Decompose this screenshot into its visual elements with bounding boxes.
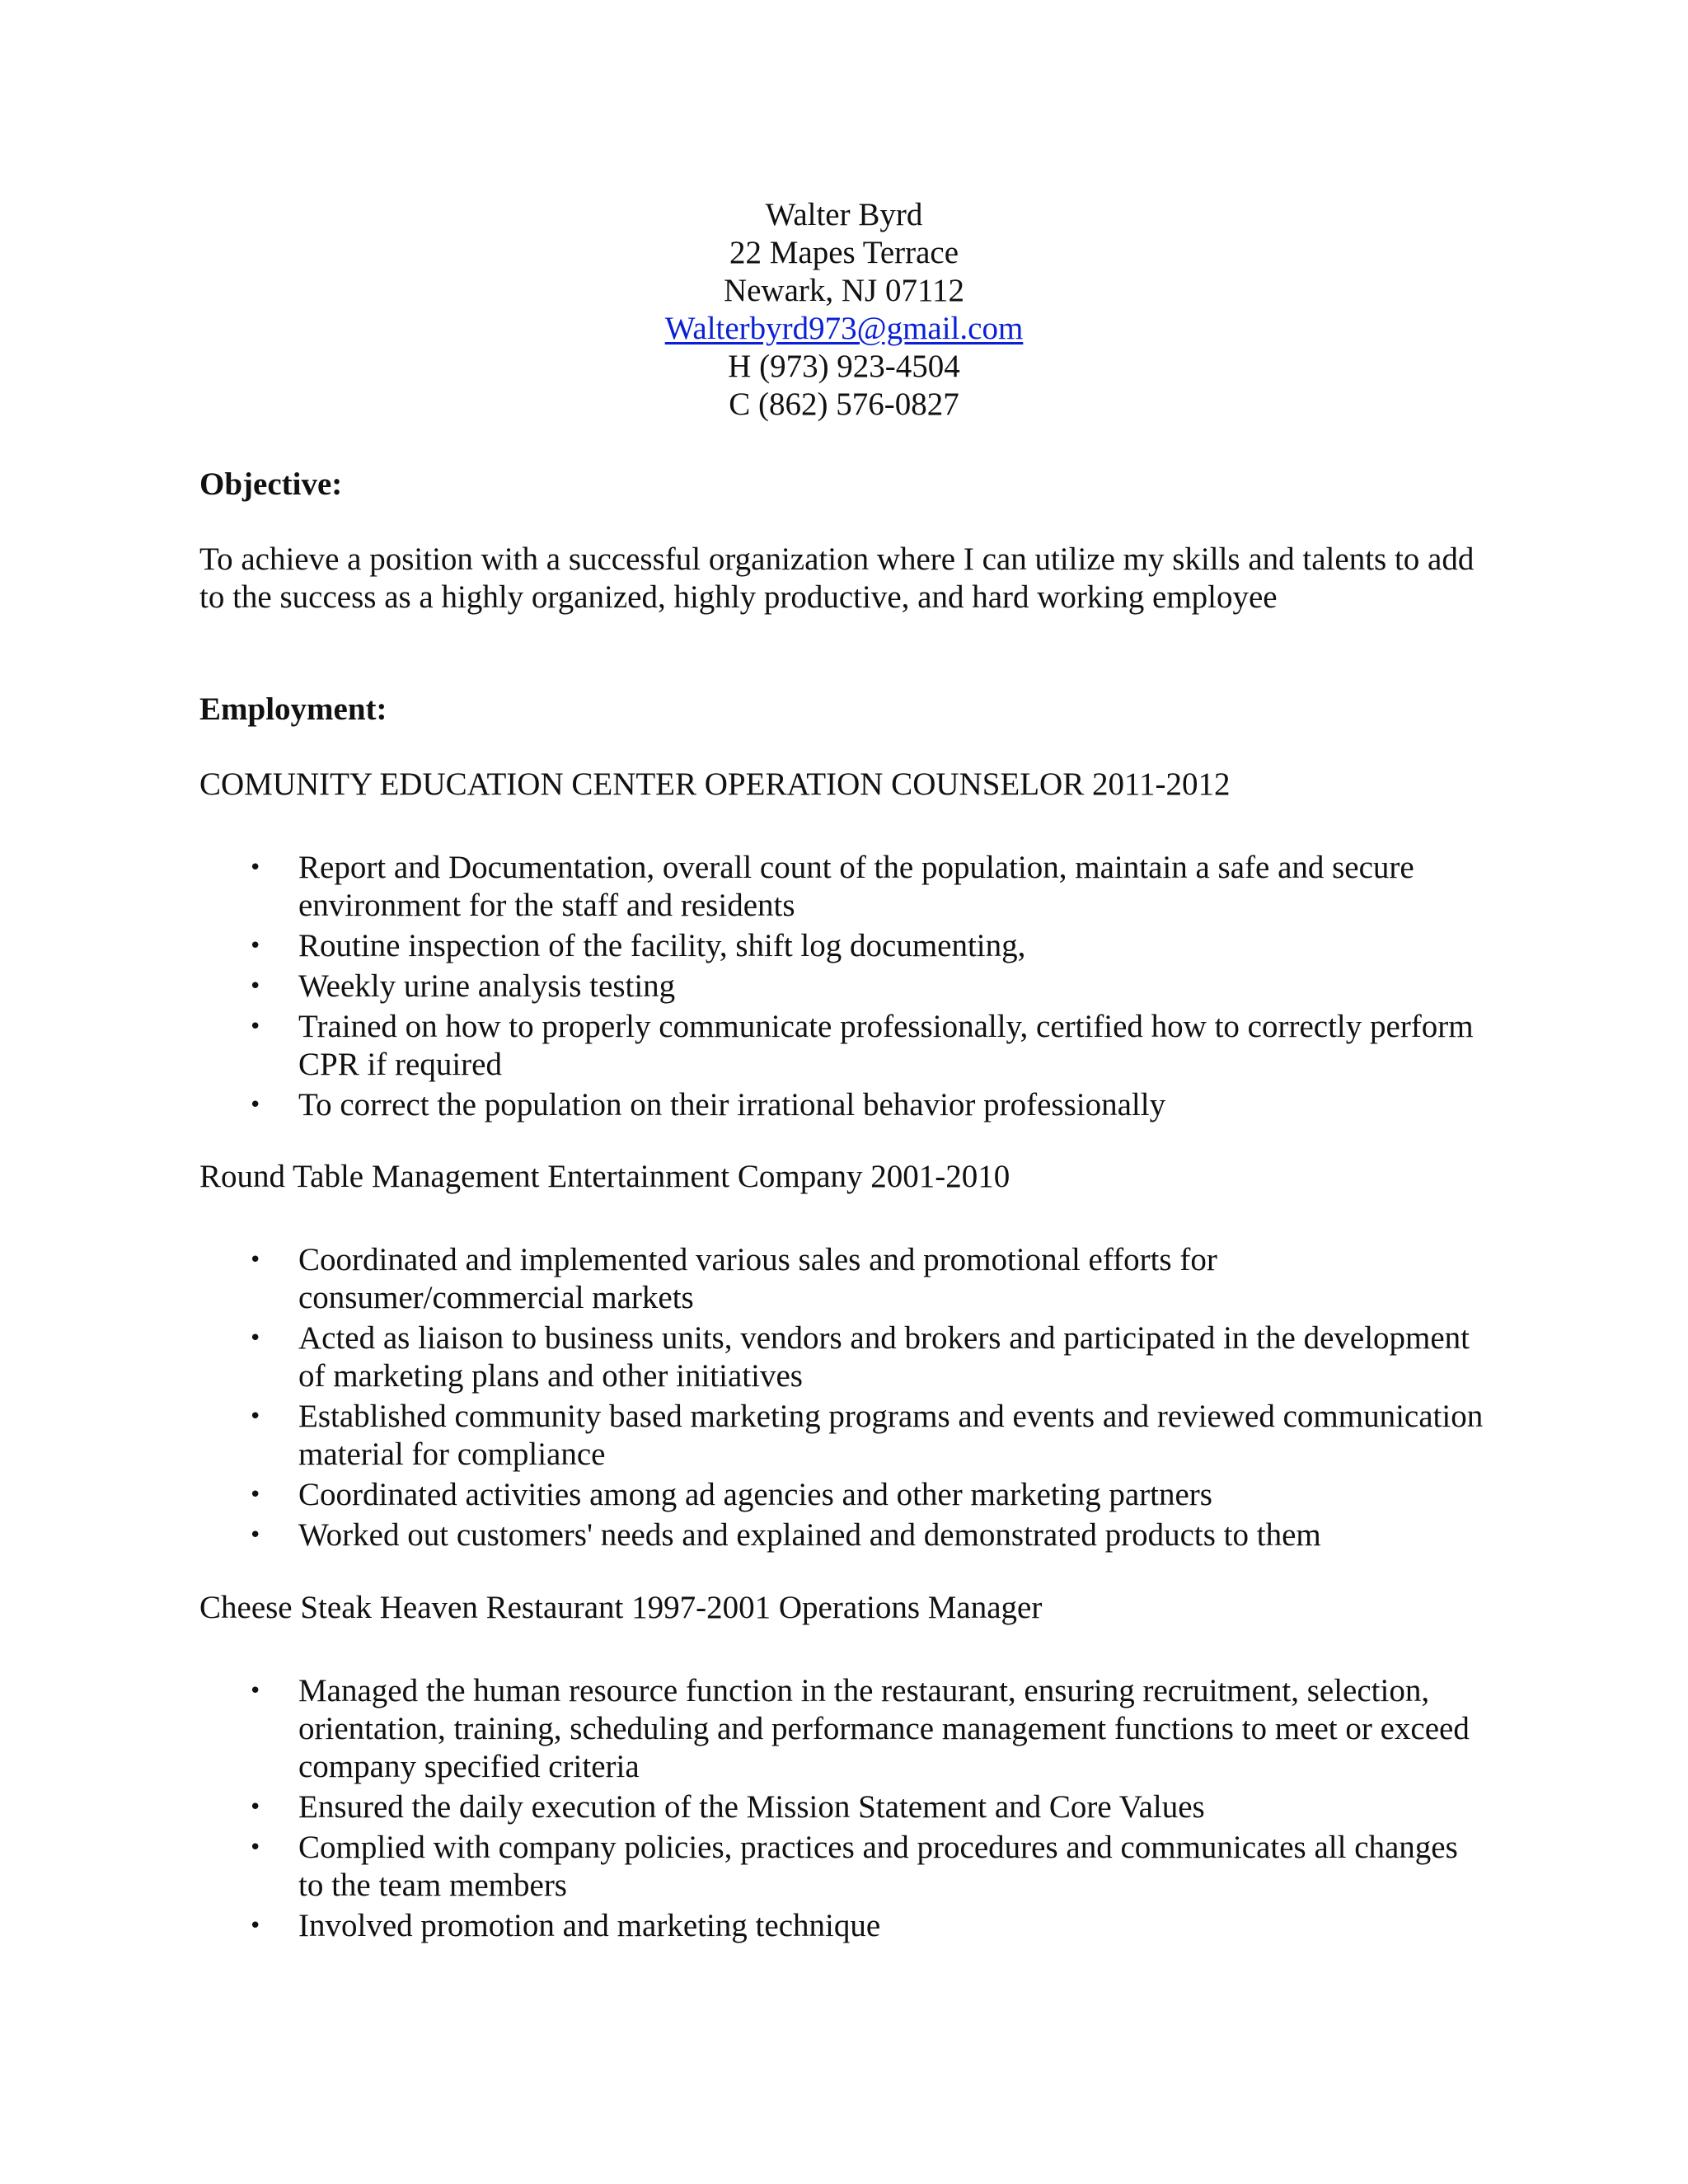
bullet-text: Coordinated and implemented various sales and promotional efforts for consumer/commercial markets bbox=[298, 1242, 1217, 1315]
bullet-text: Ensured the daily execution of the Mission Statement and Core Values bbox=[298, 1789, 1205, 1825]
job-bullets bbox=[199, 1241, 1485, 1557]
bullet-text: Involved promotion and marketing technique bbox=[298, 1908, 881, 1943]
bullet-text: Complied with company policies, practices and procedures and communicates all changes to the team members bbox=[298, 1830, 1458, 1903]
bullet-text: Coordinated activities among ad agencies and other marketing partners bbox=[298, 1477, 1212, 1512]
bullet-list bbox=[199, 849, 1485, 1124]
list-item bbox=[199, 1241, 1485, 1317]
bullet-text: To correct the population on their irrational behavior professionally bbox=[298, 1087, 1166, 1122]
address-line-1: 22 Mapes Terrace bbox=[729, 235, 959, 270]
list-item bbox=[199, 1516, 1485, 1554]
objective-heading: Objective: bbox=[199, 466, 343, 502]
job-bullets bbox=[199, 849, 1485, 1127]
list-item bbox=[199, 1398, 1485, 1474]
job-title: COMUNITY EDUCATION CENTER OPERATION COUNSELOR 2011-2012 bbox=[199, 766, 1231, 802]
list-item bbox=[199, 1008, 1485, 1084]
bullet-icon: • bbox=[249, 1483, 262, 1507]
job-entry bbox=[199, 766, 1485, 804]
cell-phone: C (862) 576-0827 bbox=[729, 387, 959, 422]
job-bullets bbox=[199, 1672, 1485, 1947]
bullet-icon: • bbox=[249, 1679, 262, 1704]
bullet-icon: • bbox=[249, 1404, 262, 1429]
job-entry bbox=[199, 1589, 1485, 1627]
list-item bbox=[199, 1672, 1485, 1786]
list-item bbox=[199, 1907, 1485, 1945]
bullet-text: Routine inspection of the facility, shift log documenting, bbox=[298, 928, 1026, 963]
bullet-icon: • bbox=[249, 1795, 262, 1820]
bullet-text: Acted as liaison to business units, vendors and brokers and participated in the development of marketing plans and other initiatives bbox=[298, 1320, 1470, 1394]
applicant-name: Walter Byrd bbox=[765, 197, 923, 232]
bullet-icon: • bbox=[249, 1093, 262, 1118]
bullet-text: Managed the human resource function in the restaurant, ensuring recruitment, selection, orientation, training, scheduling and performance management functions to meet or exceed company specified criteria bbox=[298, 1673, 1470, 1784]
bullet-text: Worked out customers' needs and explained and demonstrated products to them bbox=[298, 1517, 1321, 1553]
job-title: Cheese Steak Heaven Restaurant 1997-2001 Operations Manager bbox=[199, 1590, 1043, 1625]
list-item bbox=[199, 849, 1485, 925]
bullet-icon: • bbox=[249, 1914, 262, 1938]
bullet-icon: • bbox=[249, 1835, 262, 1860]
objective-section bbox=[199, 466, 1485, 504]
objective-body bbox=[199, 541, 1485, 616]
list-item bbox=[199, 1788, 1485, 1826]
objective-text: To achieve a position with a successful organization where I can utilize my skills and talents to add to the success as a highly organized, highly productive, and hard working employee bbox=[199, 541, 1475, 615]
bullet-text: Trained on how to properly communicate professionally, certified how to correctly perform CPR if required bbox=[298, 1009, 1474, 1082]
employment-section bbox=[199, 691, 1485, 729]
bullet-text: Report and Documentation, overall count of the population, maintain a safe and secure environment for the staff and residents bbox=[298, 850, 1414, 923]
employment-heading: Employment: bbox=[199, 691, 387, 727]
email-link[interactable]: Walterbyrd973@gmail.com bbox=[664, 311, 1024, 346]
home-phone: H (973) 923-4504 bbox=[728, 349, 960, 384]
bullet-icon: • bbox=[249, 1248, 262, 1272]
bullet-icon: • bbox=[249, 1523, 262, 1548]
bullet-text: Established community based marketing programs and events and reviewed communication material for compliance bbox=[298, 1399, 1484, 1472]
bullet-icon: • bbox=[249, 934, 262, 958]
bullet-icon: • bbox=[249, 1326, 262, 1351]
bullet-icon: • bbox=[249, 1015, 262, 1039]
list-item bbox=[199, 1086, 1485, 1124]
bullet-icon: • bbox=[249, 974, 262, 999]
bullet-icon: • bbox=[249, 855, 262, 880]
list-item bbox=[199, 1319, 1485, 1395]
address-line-2: Newark, NJ 07112 bbox=[723, 273, 965, 308]
bullet-list bbox=[199, 1241, 1485, 1554]
list-item bbox=[199, 968, 1485, 1005]
job-title: Round Table Management Entertainment Company 2001-2010 bbox=[199, 1159, 1010, 1194]
bullet-text: Weekly urine analysis testing bbox=[298, 968, 676, 1004]
list-item bbox=[199, 1829, 1485, 1905]
list-item bbox=[199, 927, 1485, 965]
job-entry bbox=[199, 1158, 1485, 1196]
bullet-list bbox=[199, 1672, 1485, 1945]
contact-header bbox=[0, 196, 1688, 424]
list-item bbox=[199, 1476, 1485, 1514]
